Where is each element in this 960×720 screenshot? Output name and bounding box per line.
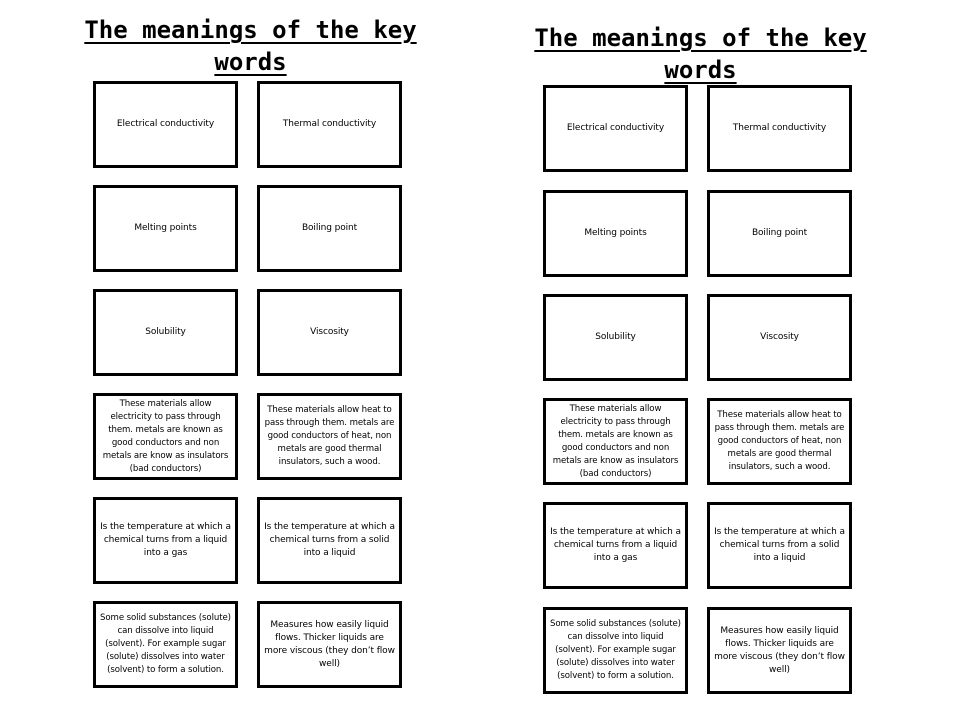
card-definition-boiling (543, 502, 688, 589)
card-text: Viscosity (310, 327, 349, 337)
card-text: Solubility (145, 327, 186, 337)
card-text: Melting points (584, 228, 647, 238)
card-thermal-conductivity (707, 85, 852, 172)
card-solubility (93, 289, 238, 376)
card-text: These materials allow heat to pass through them. metals are good conductors of heat, non metals are good thermal insulators, such a wood. (714, 410, 845, 472)
card-text: Measures how easily liquid flows. Thicker liquids are more viscous (they don’t flow well) (264, 619, 395, 669)
card-electrical-conductivity (93, 81, 238, 168)
card-text: Is the temperature at which a chemical turns from a solid into a liquid (714, 527, 845, 563)
card-definition-melting (707, 502, 852, 589)
card-text: Some solid substances (solute) can dissolve into liquid (solvent). For example sugar (solute) dissolves into water (solvent) to form a solution. (550, 619, 681, 681)
worksheet-title: The meanings of the key words (84, 16, 417, 76)
card-definition-solubility (543, 607, 688, 694)
card-definition-viscosity (257, 601, 402, 688)
card-definition-thermal (707, 398, 852, 485)
card-text: Boiling point (301, 223, 358, 233)
card-text: These materials allow electricity to pass through them. metals are known as good conductors and non metals are know as insulators (bad conductors) (552, 403, 679, 479)
card-thermal-conductivity (257, 81, 402, 168)
card-definition-viscosity (707, 607, 852, 694)
card-solubility (543, 294, 688, 381)
card-text: Electrical conductivity (116, 119, 215, 129)
card-definition-melting (257, 497, 402, 584)
card-text: Is the temperature at which a chemical turns from a liquid into a gas (100, 522, 231, 558)
card-text: Measures how easily liquid flows. Thicker liquids are more viscous (they don’t flow well) (714, 625, 845, 675)
card-text: Is the temperature at which a chemical turns from a liquid into a gas (550, 527, 681, 563)
card-text: Melting points (134, 223, 197, 233)
card-boiling-point (707, 190, 852, 277)
card-text: Boiling point (751, 228, 808, 238)
card-definition-boiling (93, 497, 238, 584)
card-melting-points (93, 185, 238, 272)
card-definition-thermal (257, 393, 402, 480)
card-text: These materials allow electricity to pass through them. metals are known as good conductors and non metals are know as insulators (bad conductors) (102, 398, 229, 474)
card-viscosity (707, 294, 852, 381)
card-definition-solubility (93, 601, 238, 688)
card-text: Viscosity (760, 332, 799, 342)
card-text: These materials allow heat to pass through them. metals are good conductors of heat, non metals are good thermal insulators, such a wood. (264, 405, 395, 467)
card-text: Solubility (595, 332, 636, 342)
card-text: Thermal conductivity (282, 119, 377, 129)
card-text: Thermal conductivity (732, 123, 827, 133)
card-viscosity (257, 289, 402, 376)
card-boiling-point (257, 185, 402, 272)
worksheet-title: The meanings of the key words (534, 24, 867, 84)
card-text: Electrical conductivity (566, 123, 665, 133)
card-text: Is the temperature at which a chemical turns from a solid into a liquid (264, 522, 395, 558)
card-definition-electrical (93, 393, 238, 480)
card-definition-electrical (543, 398, 688, 485)
card-electrical-conductivity (543, 85, 688, 172)
card-melting-points (543, 190, 688, 277)
card-text: Some solid substances (solute) can dissolve into liquid (solvent). For example sugar (solute) dissolves into water (solvent) to form a solution. (100, 613, 231, 675)
